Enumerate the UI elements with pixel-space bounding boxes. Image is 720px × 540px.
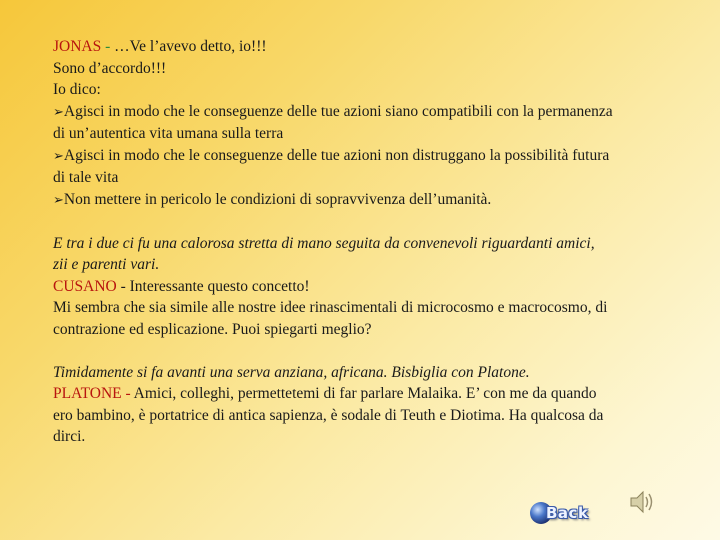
slide-text <box>53 36 613 448</box>
cusano-line-1 <box>53 276 613 298</box>
cusano-text-1: - Interessante questo concetto! <box>116 277 310 295</box>
jonas-line-3: Io dico: <box>53 81 101 98</box>
bullet-text-2: Agisci in modo che le conseguenze delle tue azioni non distruggano la possibilità futura di tale vita <box>53 146 610 186</box>
platone-paragraph <box>53 383 613 448</box>
bullet-item <box>53 101 613 145</box>
speaker-jonas: JONAS <box>53 38 102 55</box>
speaker-cusano: CUSANO <box>53 277 117 295</box>
bullet-item <box>53 145 613 189</box>
bullet-text-3: Non mettere in pericolo le condizioni di sopravvivenza dell’umanità. <box>63 190 492 208</box>
cusano-text-2: Mi sembra che sia simile alle nostre idee rinascimentali di microcosmo e macrocosmo, di contrazione ed esplicazione. Puoi spiegarti meglio? <box>53 299 608 338</box>
arrow-bullet-icon: ➢ <box>53 148 64 164</box>
bullet-text-1: Agisci in modo che le conseguenze delle tue azioni siano compatibili con la permanenza di un’autentica vita umana sulla terra <box>53 102 613 142</box>
speaker-dash: - <box>101 38 115 55</box>
narration-1: E tra i due ci fu una calorosa stretta di mano seguita da convenevoli riguardanti amici, zii e parenti vari. <box>53 234 595 273</box>
speaker-icon[interactable] <box>628 488 656 516</box>
narration-2: Timidamente si fa avanti una serva anziana, africana. Bisbiglia con Platone. <box>53 363 530 381</box>
jonas-line-1 <box>53 36 613 58</box>
bullet-item <box>53 189 613 212</box>
jonas-text-1: …Ve l’avevo detto, io!!! <box>114 38 267 55</box>
speaker-platone: PLATONE - <box>53 385 134 402</box>
arrow-bullet-icon: ➢ <box>53 192 64 208</box>
back-label: Back <box>546 504 589 522</box>
back-button[interactable] <box>530 500 590 526</box>
platone-text: Amici, colleghi, permettetemi di far parlare Malaika. E’ con me da quando ero bambino, è portatrice di antica sapienza, è sodale di Teuth e Diotima. Ha qualcosa da dirci. <box>53 385 604 445</box>
arrow-bullet-icon: ➢ <box>53 104 64 120</box>
jonas-line-2: Sono d’accordo!!! <box>53 59 167 77</box>
